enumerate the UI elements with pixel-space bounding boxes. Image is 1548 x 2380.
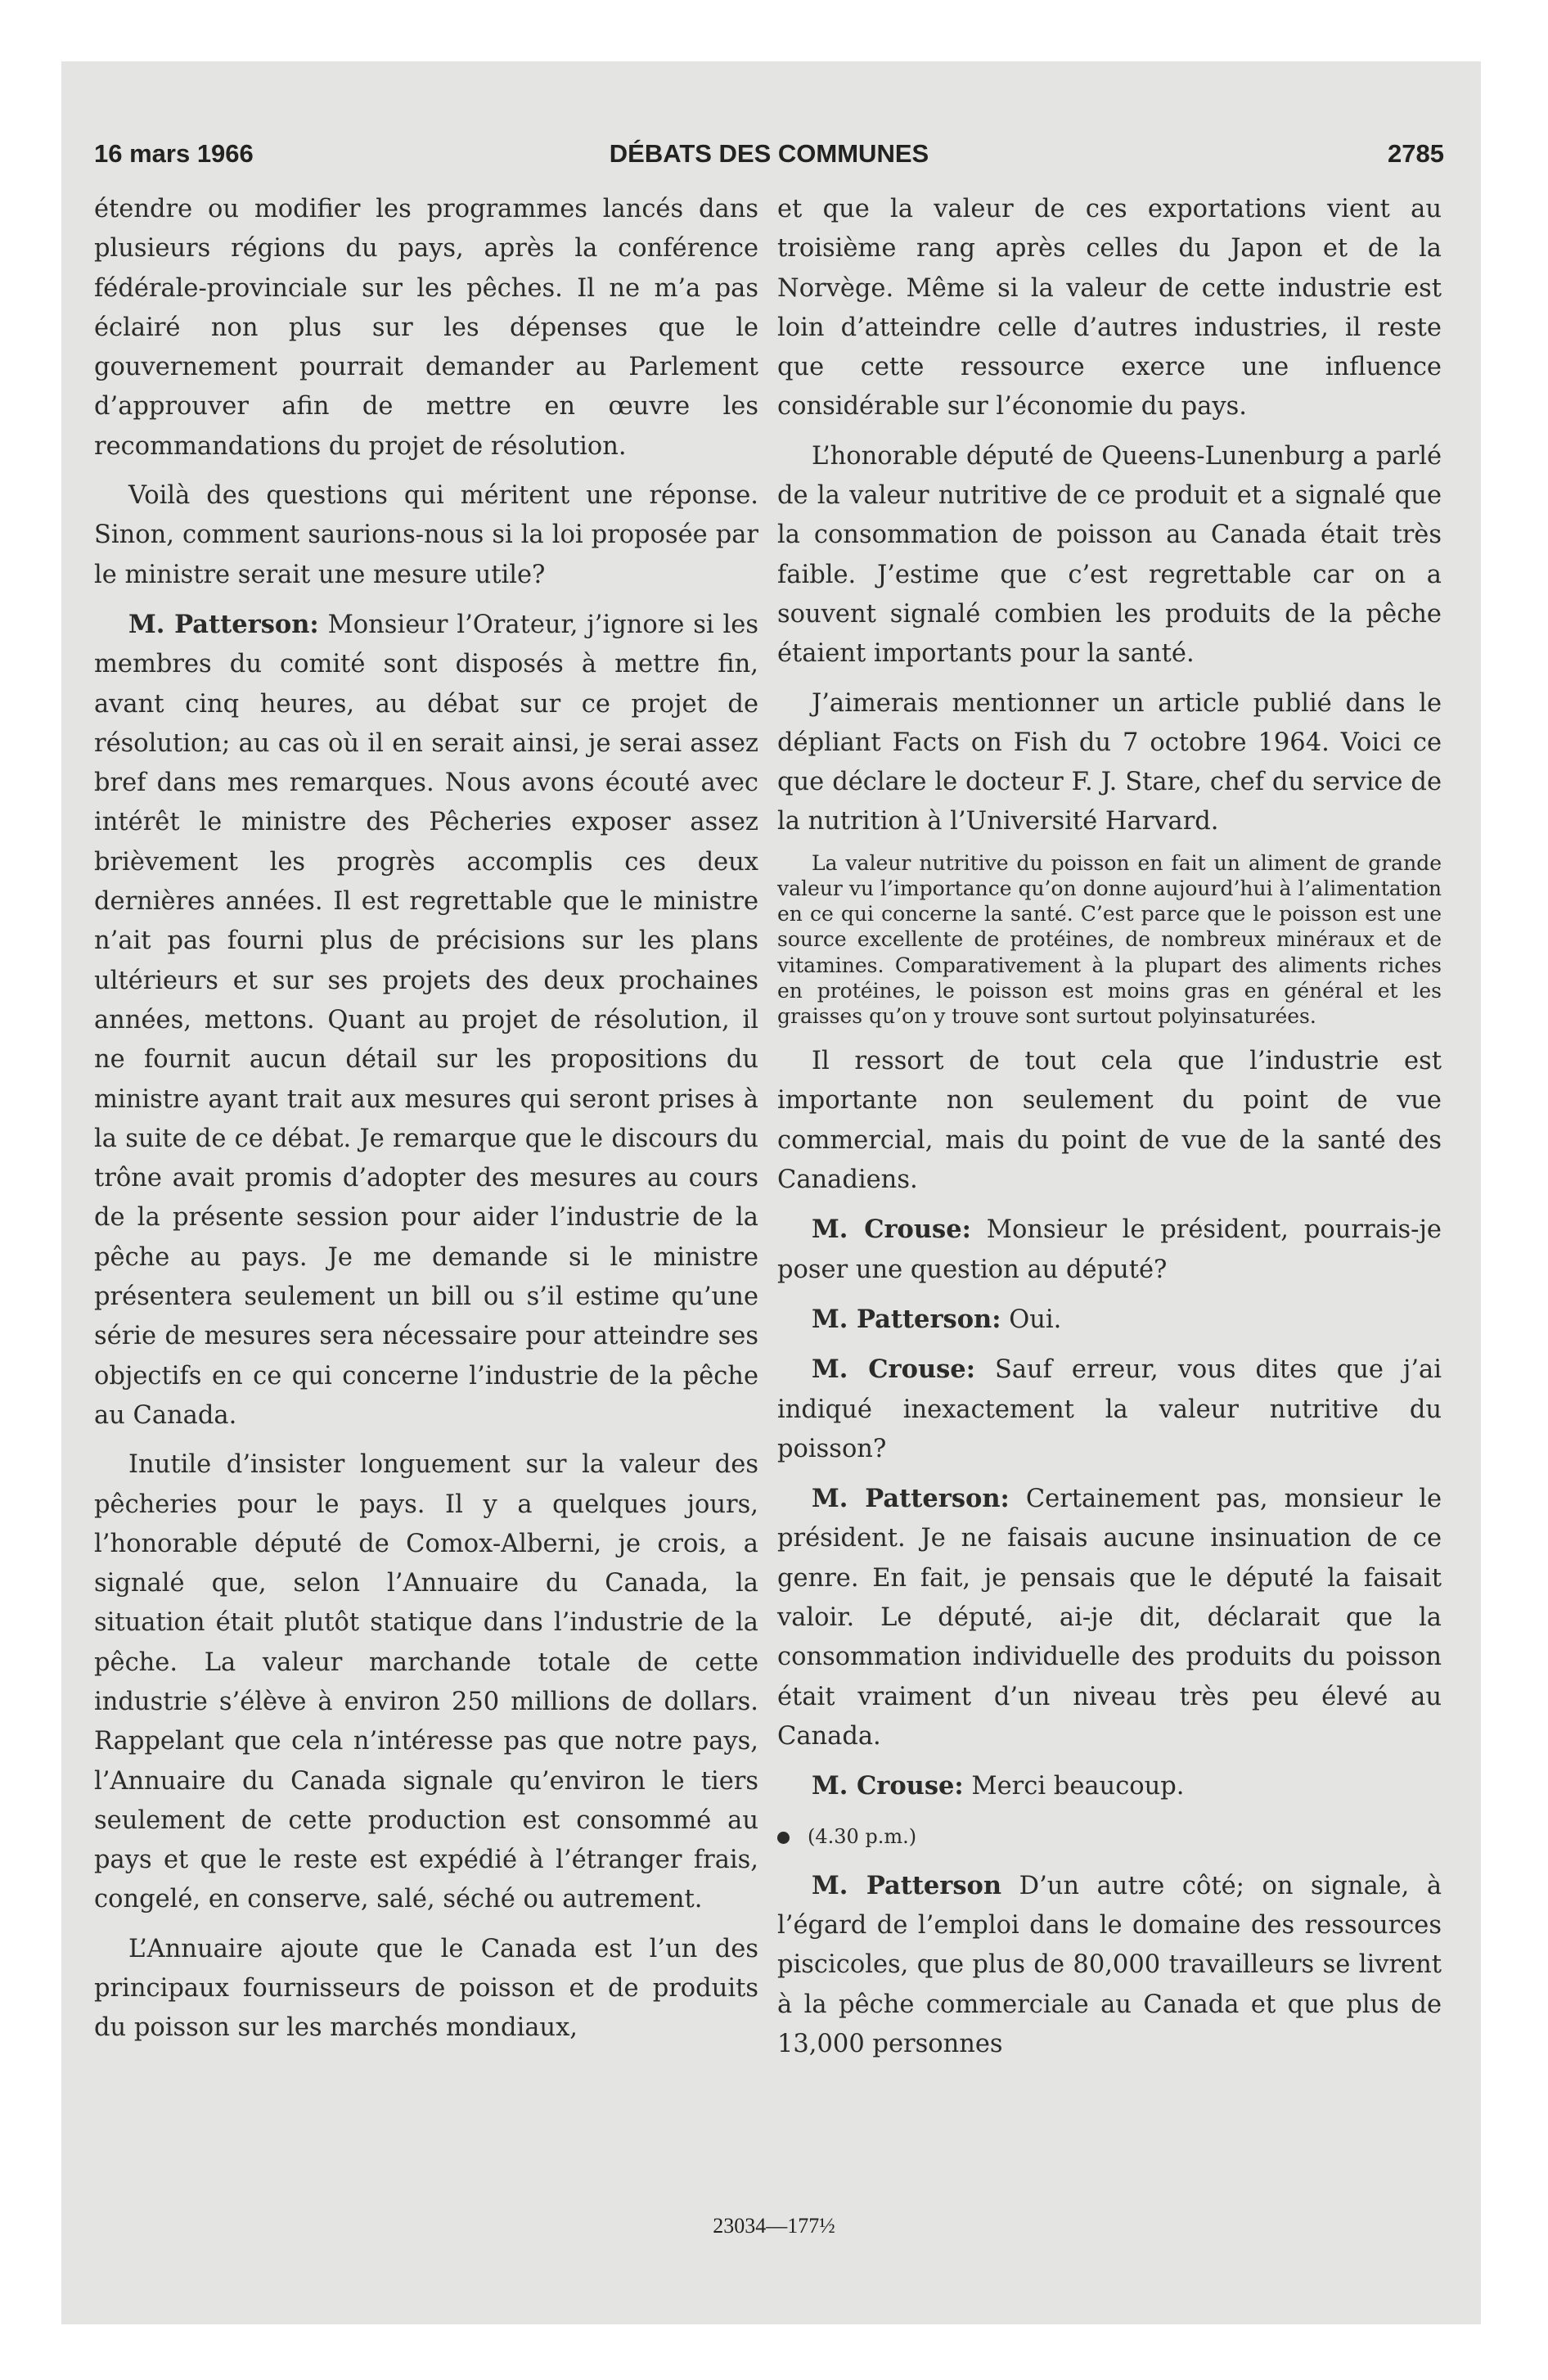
paragraph	[777, 1300, 1442, 1340]
paragraph-text: L’Annuaire ajoute que le Canada est l’un des principaux fournisseurs de poisson et de produits du poisson sur les marchés mondiaux,	[94, 1934, 758, 2043]
block-quote	[777, 850, 1442, 1029]
paragraph	[777, 1766, 1442, 1806]
paragraph	[777, 190, 1442, 427]
paragraph	[777, 684, 1442, 842]
speaker-name: M. Patterson:	[128, 609, 319, 639]
paragraph-text: Monsieur le président, pourrais-je poser une question au député?	[777, 1215, 1442, 1284]
paragraph-text: La valeur nutritive du poisson en fait un aliment de grande valeur vu l’importance qu’on donne aujourd’hui à l’alimentation en ce qui concerne la santé. C’est parce que le poisson est une source excellente de protéines, de nombreux minéraux et de vitamines. Comparativement à la plupart des aliments riches en protéines, le poisson est moins gras en général et les graisses qu’on y trouve sont surtout polyinsaturées.	[777, 850, 1442, 1028]
footer-code: 23034—177½	[713, 2214, 835, 2238]
paragraph-text: Il ressort de tout cela que l’industrie est importante non seulement du point de vue commercial, mais du point de vue de la santé des Canadiens.	[777, 1047, 1442, 1195]
speaker-name: M. Patterson:	[812, 1304, 1001, 1334]
paragraph-text: Sauf erreur, vous dites que j’ai indiqué inexactement la valeur nutritive du poisson?	[777, 1355, 1442, 1463]
header-page-number: 2785	[1388, 139, 1444, 168]
bullet-icon	[777, 1832, 790, 1844]
paragraph	[777, 1042, 1442, 1200]
paragraph	[94, 190, 758, 467]
paragraph-text: Merci beaucoup.	[971, 1772, 1185, 1801]
speaker-name: M. Crouse:	[812, 1771, 964, 1801]
paragraph	[777, 1866, 1442, 2064]
header-title: DÉBATS DES COMMUNES	[609, 139, 929, 168]
left-column	[94, 190, 758, 2058]
paragraph	[94, 1445, 758, 1920]
paragraph-text: Oui.	[1009, 1305, 1062, 1334]
paragraph-text: Certainement pas, monsieur le président. Je ne faisais aucune insinuation de ce genre. En fait, je pensais que le député la faisait valoir. Le député, ai-je dit, déclarait que la consommation individuelle des produits du poisson était vraiment d’un niveau très peu élevé au Canada.	[777, 1485, 1442, 1751]
paragraph-text: et que la valeur de ces exportations vient au troisième rang après celles du Japon et de la Norvège. Même si la valeur de cette industrie est loin d’atteindre celle d’autres industries, il reste que cette ressource exerce une influence considérable sur l’économie du pays.	[777, 195, 1442, 421]
paragraph-text: Inutile d’insister longuement sur la valeur des pêcheries pour le pays. Il y a quelques jours, l’honorable député de Comox-Alberni, je crois, a signalé que, selon l’Annuaire du Canada, la situation était plutôt statique dans l’industrie de la pêche. La valeur marchande totale de cette industrie s’élève à environ 250 millions de dollars. Rappelant que cela n’intéresse pas que notre pays, l’Annuaire du Canada signale qu’environ le tiers seulement de cette production est consommé au pays et que le reste est expédié à l’étranger frais, congelé, en conserve, salé, séché ou autrement.	[94, 1450, 758, 1914]
paragraph-text: Monsieur l’Orateur, j’ignore si les membres du comité sont disposés à mettre fin, avant cinq heures, au débat sur ce projet de résolution; au cas où il en serait ainsi, je serai assez bref dans mes remarques. Nous avons écouté avec intérêt le ministre des Pêcheries exposer assez brièvement les progrès accomplis ces deux dernières années. Il est regrettable que le ministre n’ait pas fourni plus de précisions sur les plans ultérieurs et sur ses projets des deux prochaines années, mettons. Quant au projet de résolution, il ne fournit aucun détail sur les propositions du ministre ayant trait aux mesures qui seront prises à la suite de ce débat. Je remarque que le discours du trône avait promis d’adopter des mesures au cours de la présente session pour aider l’industrie de la pêche au pays. Je me demande si le ministre présentera seulement un bill ou s’il estime qu’une série de mesures sera nécessaire pour atteindre ses objectifs en ce qui concerne l’industrie de la pêche au Canada.	[94, 610, 759, 1430]
paragraph	[94, 1930, 758, 2049]
time-marker	[777, 1817, 1442, 1856]
paragraph	[94, 605, 758, 1436]
paragraph-text: (4.30 p.m.)	[808, 1824, 917, 1848]
speaker-name: M. Patterson	[812, 1870, 1002, 1900]
speaker-name: M. Crouse:	[812, 1215, 971, 1245]
paragraph	[777, 437, 1442, 674]
page-header	[94, 139, 1444, 175]
speaker-name: M. Crouse:	[812, 1355, 975, 1385]
right-column	[777, 190, 1442, 2074]
header-date: 16 mars 1966	[94, 139, 254, 168]
paragraph	[777, 1210, 1442, 1290]
paragraph-text: L’honorable député de Queens-Lunenburg a parlé de la valeur nutritive de ce produit et a signalé que la consommation de poisson au Canada était très faible. J’estime que c’est regrettable car on a souvent signalé combien les produits de la pêche étaient importants pour la santé.	[777, 441, 1442, 669]
paragraph	[777, 1350, 1442, 1469]
paragraph-text: D’un autre côté; on signale, à l’égard de l’emploi dans le domaine des ressources piscicoles, que plus de 80,000 travailleurs se livrent à la pêche commerciale au Canada et que plus de 13,000 personnes	[777, 1871, 1442, 2058]
paragraph-text: J’aimerais mentionner un article publié dans le dépliant Facts on Fish du 7 octobre 1964. Voici ce que déclare le docteur F. J. Stare, chef du service de la nutrition à l’Université Harvard.	[777, 688, 1442, 836]
speaker-name: M. Patterson:	[812, 1484, 1010, 1514]
paragraph-text: étendre ou modifier les programmes lancés dans plusieurs régions du pays, après la conférence fédérale-provinciale sur les pêches. Il ne m’a pas éclairé non plus sur les dépenses que le gouvernement pourrait demander au Parlement d’approuver afin de mettre en œuvre les recommandations du projet de résolution.	[94, 195, 758, 461]
paragraph	[777, 1479, 1442, 1756]
paragraph	[94, 476, 758, 595]
paragraph-text: Voilà des questions qui méritent une réponse. Sinon, comment saurions-nous si la loi proposée par le ministre serait une mesure utile?	[94, 481, 758, 589]
